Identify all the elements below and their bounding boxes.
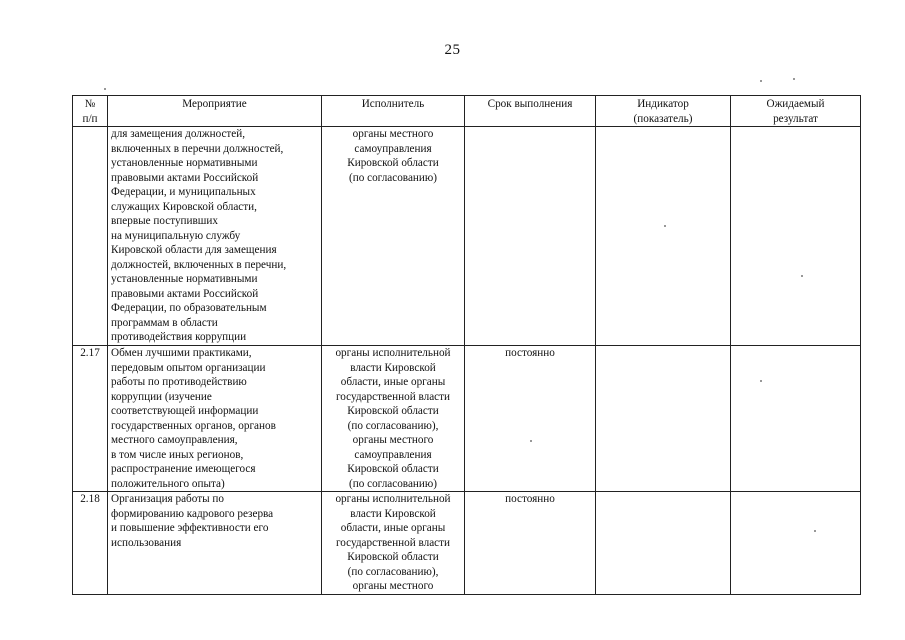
event-line: Организация работы по	[111, 493, 224, 505]
header-number-line1: №	[84, 98, 96, 110]
event-line: использования	[111, 536, 182, 549]
event-line: местного самоуправления,	[111, 434, 238, 446]
event-line: установленные нормативными	[111, 157, 258, 169]
executor-line: области, иные органы	[340, 522, 446, 534]
event-line: в том числе иных регионов,	[111, 448, 244, 461]
row-event	[108, 346, 322, 492]
executor-line: (по согласованию)	[349, 477, 437, 490]
header-number	[73, 96, 108, 127]
event-line: впервые поступивших	[111, 215, 219, 227]
header-term: Срок выполнения	[465, 96, 596, 127]
page-number: 25	[444, 42, 461, 58]
header-result-line1: Ожидаемый	[766, 98, 825, 110]
executor-line: самоуправления	[354, 448, 432, 461]
event-line: и повышение эффективности его	[111, 522, 269, 534]
event-line: должностей, включенных в перечни,	[111, 258, 287, 271]
scan-speck	[760, 80, 762, 82]
event-line: Обмен лучшими практиками,	[111, 347, 252, 359]
event-line: для замещения должностей,	[111, 128, 246, 140]
row-term: постоянно	[465, 346, 596, 492]
row-indicator	[596, 492, 731, 595]
executor-line: самоуправления	[354, 142, 432, 155]
scan-speck	[814, 530, 816, 532]
event-line: Федерации, по образовательным	[111, 302, 267, 314]
executor-line: государственной власти	[335, 536, 451, 549]
executor-line: Кировской области	[347, 463, 439, 475]
event-line: включенных в перечни должностей,	[111, 142, 284, 155]
header-indicator-line1: Индикатор	[637, 98, 689, 110]
event-line: соответствующей информации	[111, 405, 259, 417]
event-line: распространение имеющегося	[111, 463, 256, 475]
row-indicator	[596, 127, 731, 346]
row-indicator	[596, 346, 731, 492]
event-line: формированию кадрового резерва	[111, 507, 274, 520]
header-event: Мероприятие	[108, 96, 322, 127]
event-line: работы по противодействию	[111, 376, 247, 388]
event-line: служащих Кировской области,	[111, 200, 257, 213]
executor-line: области, иные органы	[340, 376, 446, 388]
event-line: положительного опыта)	[111, 477, 225, 490]
scan-speck	[664, 225, 666, 227]
row-executor	[322, 346, 465, 492]
executor-line: Кировской области	[347, 157, 439, 169]
executor-line: Кировской области	[347, 405, 439, 417]
event-line: правовыми актами Российской	[111, 171, 259, 184]
executor-line: органы местного	[352, 580, 434, 592]
row-event	[108, 492, 322, 595]
table-row	[73, 492, 861, 595]
header-result-line2: результат	[773, 112, 818, 125]
executor-line: органы исполнительной	[335, 493, 451, 505]
row-result	[731, 346, 861, 492]
row-term	[465, 127, 596, 346]
executor-line: органы местного	[352, 434, 434, 446]
scan-speck	[760, 380, 762, 382]
header-executor: Исполнитель	[322, 96, 465, 127]
event-line: передовым опытом организации	[111, 361, 266, 374]
header-indicator	[596, 96, 731, 127]
event-line: коррупции (изучение	[111, 390, 212, 403]
header-indicator-line2: (показатель)	[633, 112, 693, 125]
scan-speck	[104, 88, 106, 90]
table-header-row	[73, 96, 861, 127]
scan-speck	[801, 275, 803, 277]
row-number: 2.17	[73, 346, 108, 492]
event-line: на муниципальную службу	[111, 229, 241, 242]
executor-line: власти Кировской	[350, 507, 436, 520]
event-line: установленные нормативными	[111, 273, 258, 285]
executor-line: (по согласованию),	[347, 419, 439, 432]
scan-speck	[530, 440, 532, 442]
row-number	[73, 127, 108, 346]
executor-line: органы исполнительной	[335, 347, 451, 359]
executor-line: Кировской области	[347, 551, 439, 563]
event-line: Кировской области для замещения	[111, 244, 277, 256]
row-number: 2.18	[73, 492, 108, 595]
event-line: программам в области	[111, 316, 218, 329]
executor-line: государственной власти	[335, 390, 451, 403]
header-result	[731, 96, 861, 127]
row-executor	[322, 127, 465, 346]
executor-line: власти Кировской	[350, 361, 436, 374]
event-line: правовыми актами Российской	[111, 287, 259, 300]
executor-line: (по согласованию),	[347, 565, 439, 578]
event-line: государственных органов, органов	[111, 419, 276, 432]
row-term: постоянно	[465, 492, 596, 595]
row-result	[731, 492, 861, 595]
executor-line: органы местного	[352, 128, 434, 140]
event-line: противодействия коррупции	[111, 331, 247, 343]
table-row	[73, 127, 861, 346]
executor-line: (по согласованию)	[349, 171, 437, 184]
scan-speck	[793, 78, 795, 80]
table-row	[73, 346, 861, 492]
event-line: Федерации, и муниципальных	[111, 186, 256, 198]
row-executor	[322, 492, 465, 595]
row-event	[108, 127, 322, 346]
header-number-line2: п/п	[82, 112, 98, 125]
measures-table	[72, 95, 861, 595]
row-result	[731, 127, 861, 346]
